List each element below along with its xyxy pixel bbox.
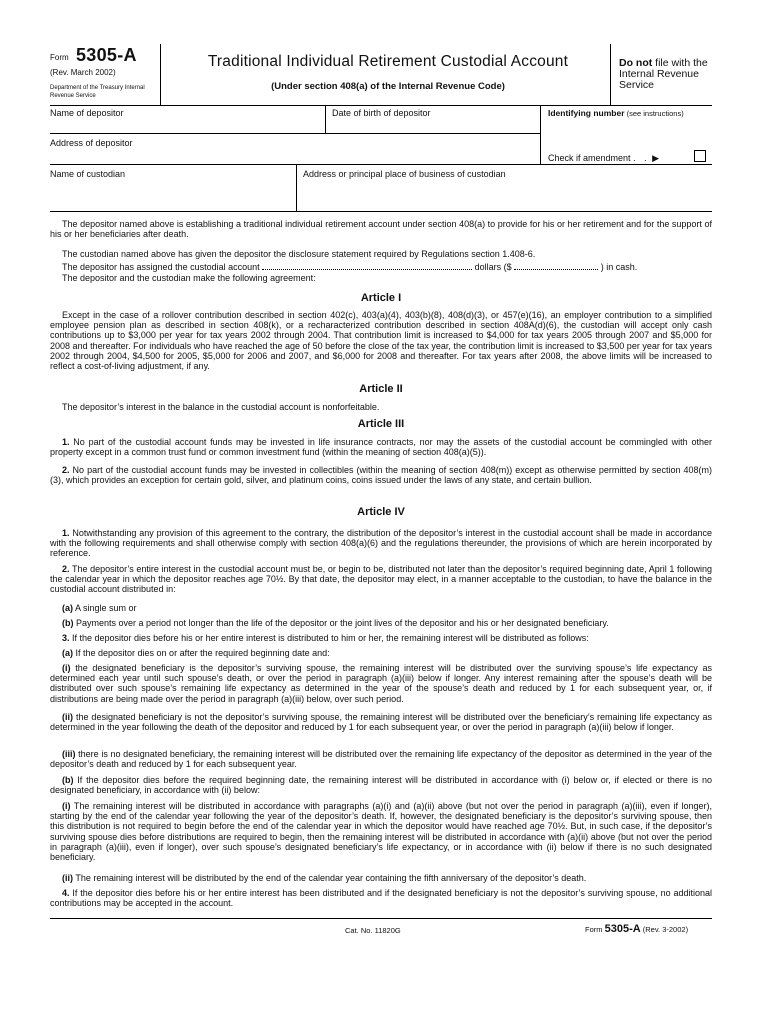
article-4-item-3a [50,648,712,658]
article-4-item-1 [50,528,712,559]
address-of-depositor-field[interactable]: Address of depositor [50,138,133,148]
identifying-number-note: (see instructions) [624,109,684,118]
article-3-title: Article III [357,418,405,430]
item-text: The remaining interest will be distributed by the end of the calendar year containing the fifth anniversary of the depositor’s death. [73,873,587,883]
article-4-item-3b [50,775,712,795]
item-number: 2. [62,564,70,574]
form-revision: (Rev. March 2002) [50,68,116,77]
article-2-title: Article II [359,383,403,395]
footer-form-id [585,923,688,935]
do-not-rest: file with the Internal Revenue Service [619,57,708,91]
department-label: Department of the Treasury Internal Revenue Service [50,85,145,99]
item-number: (ii) [62,712,73,722]
article-1-text: Except in the case of a rollover contribution described in section 402(c), 403(a)(4), 403(b)(8), 408(d)(3), or 457(e)(16), an employer contribution to a simplified employee pension plan as described in section 408(k), or a recharacterized contribution described in section 408A(d)(6), the custodian will accept only cash contributions up to $3,000 per year for tax years 2002 through 2004. That contribution limit is increased to $4,000 for tax years 2005 through 2007 and $5,000 for 2008 and thereafter. For individuals who have reached the age of 50 before the close of the tax year, the contribution limit is increased to $3,500 per year for tax years 2002 through 2004, $4,500 for 2005, $5,000 for 2006 and 2007, and $6,000 for 2008 and thereafter. For tax years after 2008, the above limits will be increased to reflect a cost-of-living adjustment, if any. [50,310,712,372]
grid-line-bottom [50,211,712,212]
item-text: The depositor’s entire interest in the custodial account must be, or begin to be, distributed not later than the depositor’s required beginning date, April 1 following the calendar year in which the depositor reaches age 70½. By that date, the depositor may elect, in a manner acceptable to the custodian, to have the balance in the custodial account distributed in: [50,564,712,595]
item-text: If the depositor dies before his or her entire interest has been distributed and if the designated beneficiary is not the depositor’s surviving spouse, no additional contributions may be accepted in the account. [50,888,712,909]
item-number: 2. [62,465,70,475]
item-text: If the depositor dies on or after the required beginning date and: [73,648,330,658]
intro-paragraph-1: The depositor named above is establishing a traditional individual retirement account under section 408(a) to provide for his or her retirement and for the support of his or her beneficiaries after death. [50,219,712,240]
article-3-item-1 [50,437,712,457]
item-number: (a) [62,603,73,613]
item-number: (a) [62,648,73,658]
amount-number-field[interactable] [514,261,598,270]
item-number: 1. [62,437,70,447]
item-number: (iii) [62,749,76,759]
grid-line-row2 [50,164,712,165]
grid-vline-1 [325,105,326,134]
footer-rule [50,918,712,919]
item-text: No part of the custodial account funds may be invested in life insurance contracts, nor may the assets of the custodial account be commingled with other property except in a common trust fund or common investment fund (within the meaning of section 408(a)(5)). [50,437,712,458]
item-number: (ii) [62,873,73,883]
address-of-custodian-field[interactable]: Address or principal place of business of custodian [303,169,506,179]
item-number: (i) [62,663,71,673]
article-4-item-3a-i [50,663,712,704]
article-4-item-2a [50,603,712,613]
article-4-item-3 [50,633,712,643]
grid-vline-2 [540,105,541,165]
item-text: the designated beneficiary is the depositor’s surviving spouse, the remaining interest will be distributed over the surviving spouse’s life expectancy as determined each year until such spouse’s death, or over the period in paragraph (a)(iii) below if longer. Any interest remaining after the spouse’s death will be distributed over such spouse’s remaining life expectancy as determined in the year of the spouse’s death and reduced by 1 for each subsequent year, or, if distributions are being made over the period in paragraph (a)(iii) below, over such period. [50,663,712,704]
article-4-item-3a-iii [50,749,712,769]
identifying-number-field[interactable] [548,108,684,118]
check-if-amendment-label: Check if amendment . . ▶ [548,153,660,163]
article-1-title: Article I [360,292,402,304]
assigned-text: The depositor has assigned the custodial account [62,262,260,272]
form-subtitle: (Under section 408(a) of the Internal Revenue Code) [271,81,505,92]
grid-line-top [50,105,712,106]
form-label: Form [50,53,69,62]
footer-form-number: 5305-A [604,923,641,935]
in-cash-text: ) in cash. [600,262,638,272]
amendment-checkbox[interactable] [694,150,706,162]
item-text: The remaining interest will be distributed in accordance with paragraphs (a)(i) and (a)(ii) above (but not over the period in paragraph (a)(iii), even if longer), starting by the end of the calendar year following the year of the depositor’s death. If, however, the designated beneficiary is the depositor’s surviving spouse, then this distribution is not required to begin before the end of the calendar year in which the depositor would have reached age 70½. But, in such case, if the depositor’s surviving spouse dies before distributions are required to begin, then the remaining interest will be distributed in accordance with (a)(ii) above (but not over the period in paragraph (a)(iii), even if longer), over such spouse’s designated beneficiary’s life expectancy, or in accordance with (ii) below if there is no such designated beneficiary. [50,801,712,863]
form-number: 5305-A [76,45,137,65]
catalog-number: Cat. No. 11820G [345,926,401,935]
item-number: (b) [62,775,74,785]
amount-words-field[interactable] [262,261,472,270]
item-text: Notwithstanding any provision of this agreement to the contrary, the distribution of the depositor’s interest in the custodial account shall be made in accordance with the following requirements and shall otherwise comply with section 408(a)(6) and the regulations thereunder, the provisions of which are herein incorporated by reference. [50,528,712,559]
name-of-custodian-field[interactable]: Name of custodian [50,169,126,179]
article-4-item-3b-ii [50,873,712,883]
article-2-text: The depositor’s interest in the balance in the custodial account is nonforfeitable. [62,402,380,412]
article-4-item-4 [50,888,712,908]
item-text: If the depositor dies before the required beginning date, the remaining interest will be distributed in accordance with (i) below or, if elected or there is no designated beneficiary, in accordance with (ii) below: [50,775,712,796]
article-4-item-2b [50,618,712,628]
form-id-box [50,44,161,106]
item-number: 4. [62,888,70,898]
footer-form-label: Form [585,925,603,934]
item-number: (b) [62,618,74,628]
do-not-bold: Do not [619,57,653,69]
footer-revision: (Rev. 3-2002) [642,925,689,934]
intro-paragraph-2: The custodian named above has given the depositor the disclosure statement required by Regulations section 1.408-6. [62,249,536,259]
article-3-item-2 [50,465,712,485]
grid-vline-3 [296,164,297,211]
identifying-number-bold: Identifying number [548,108,625,118]
item-number: 3. [62,633,70,643]
form-header [50,44,718,106]
intro-paragraph-4: The depositor and the custodian make the following agreement: [62,273,316,283]
item-text: If the depositor dies before his or her entire interest is distributed to him or her, the remaining interest will be distributed as follows: [69,633,589,643]
do-not-file-note [610,44,718,106]
article-4-item-3a-ii [50,712,712,732]
name-of-depositor-field[interactable]: Name of depositor [50,108,124,118]
grid-line-row1 [50,133,540,134]
intro-paragraph-3 [50,261,712,272]
item-text: the designated beneficiary is not the depositor’s surviving spouse, the remaining interest will be distributed over the beneficiary’s remaining life expectancy as determined in the year following the death of the depositor and reduced by 1 for each subsequent year, or over the period in paragraph (a)(iii) below if longer. [50,712,712,733]
dob-depositor-field[interactable]: Date of birth of depositor [332,108,431,118]
item-text: Payments over a period not longer than the life of the depositor or the joint lives of the depositor and his or her designated beneficiary. [73,618,609,628]
item-number: (i) [62,801,71,811]
item-text: No part of the custodial account funds may be invested in collectibles (within the meaning of section 408(m)) except as otherwise permitted by section 408(m)(3), which provides an exception for certain gold, silver, and platinum coins, coins issued under the laws of any state, and certain bullion. [50,465,712,486]
item-text: A single sum or [73,603,137,613]
item-number: 1. [62,528,70,538]
check-amendment-text: Check if amendment [548,153,631,163]
form-title: Traditional Individual Retirement Custodial Account [207,53,569,70]
article-4-title: Article IV [357,506,405,518]
arrow-right-icon: ▶ [652,153,660,163]
item-text: there is no designated beneficiary, the remaining interest will be distributed over the remaining life expectancy of the depositor as determined in the year of the depositor’s death and reduced by 1 for each subsequent year. [50,749,712,770]
dollars-text: dollars ($ [474,262,512,272]
article-4-item-3b-i [50,801,712,862]
article-4-item-2 [50,564,712,595]
